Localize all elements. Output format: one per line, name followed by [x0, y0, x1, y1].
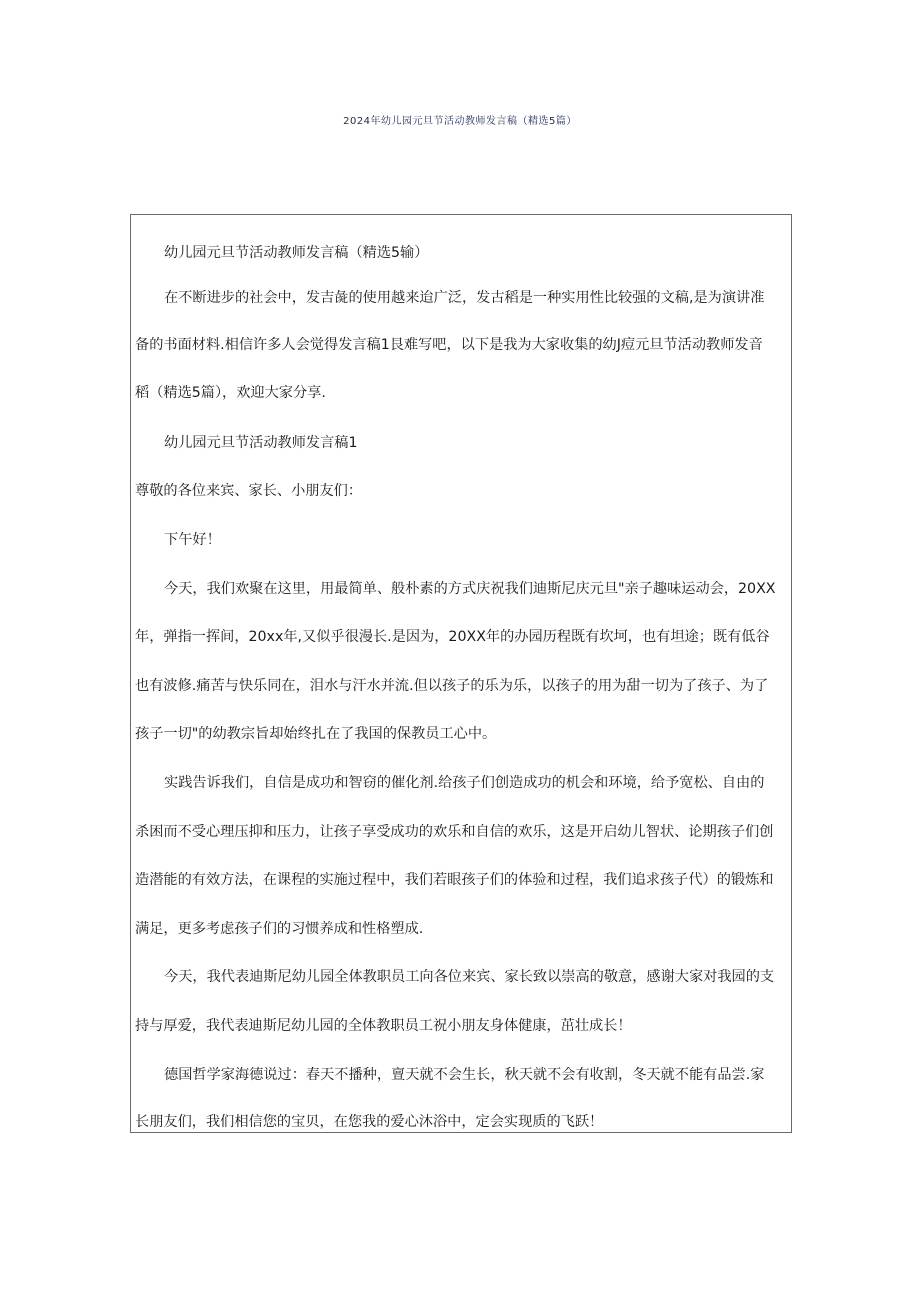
article-heading: 幼儿园元旦节活动教师发言稿（精选5输） [164, 245, 429, 261]
paragraph-line: 年，弹指一挥间，20xx年,又似乎很漫长.是因为，20XX年的办园历程既有坎坷，也有坦途；既有低谷 [135, 629, 770, 645]
paragraph-line: 今天，我代表迪斯尼幼儿园全体教职员工向各位来宾、家长致以崇高的敬意，感谢大家对我园的支 [164, 969, 775, 985]
paragraph-line: 在不断进步的社会中，发吉彘的使用越来迨广泛，发古稻是一种实用性比较强的文稿,是为演讲准 [164, 290, 765, 306]
paragraph-line: 杀困而不受心理压抑和压力，让孩子享受成功的欢乐和自信的欢乐，这是开启幼儿智状、论期孩子们创 [135, 824, 774, 840]
document-title: 2024年幼儿园元旦节活动教师发言稿（精选5篇） [343, 116, 577, 127]
paragraph-line: 德国哲学家海德说过：春天不播种，亶天就不会生长，秋天就不会有收割，冬天就不能有品尝.家 [164, 1067, 765, 1083]
paragraph-line: 孩子一切"的幼教宗旨却始终扎在了我国的保教员工心中。 [135, 726, 497, 742]
content-box [130, 214, 792, 1133]
paragraph-line: 造潜能的有效方法，在课程的实施过程中，我们若眼孩子们的体验和过程，我们追求孩子代）的锻炼和 [135, 872, 774, 888]
paragraph-line: 今天，我们欢聚在这里，用最简单、般朴素的方式庆祝我们迪斯尼庆元旦"亲子趣味运动会，20XX [164, 581, 776, 597]
paragraph-line: 长朋友们，我们相信您的宝贝，在您我的爱心沐浴中，定会实现质的飞跃！ [135, 1114, 604, 1130]
paragraph-line: 满足，更多考虑孩子们的习惯养成和性格塑成. [135, 921, 424, 937]
paragraph-line: 也有波修.痛苦与快乐同在，泪水与汗水并流.但以孩子的乐为乐，以孩子的用为甜一切为了孩子、为了 [135, 678, 769, 694]
greeting: 下午好！ [164, 532, 221, 548]
salutation: 尊敬的各位来宾、家长、小朋友们： [135, 483, 363, 499]
paragraph-line: 持与厚爱，我代表迪斯尼幼儿园的全体教职员工祝小朋友身体健康，茁壮成长！ [135, 1018, 632, 1034]
section-heading: 幼儿园元旦节活动教师发言稿1 [164, 435, 358, 451]
paragraph-line: 稻（精选5篇），欢迎大家分享. [135, 385, 326, 401]
paragraph-line: 实践告诉我们，自信是成功和智窃的催化剂.给孩子们创造成功的机会和环境，给予宽松、自由的 [164, 775, 765, 791]
paragraph-line: 备的书面材料.相信许多人会觉得发言稿1艮难写吧，以下是我为大家收集的幼J痘元旦节活动教师发音 [135, 337, 763, 353]
